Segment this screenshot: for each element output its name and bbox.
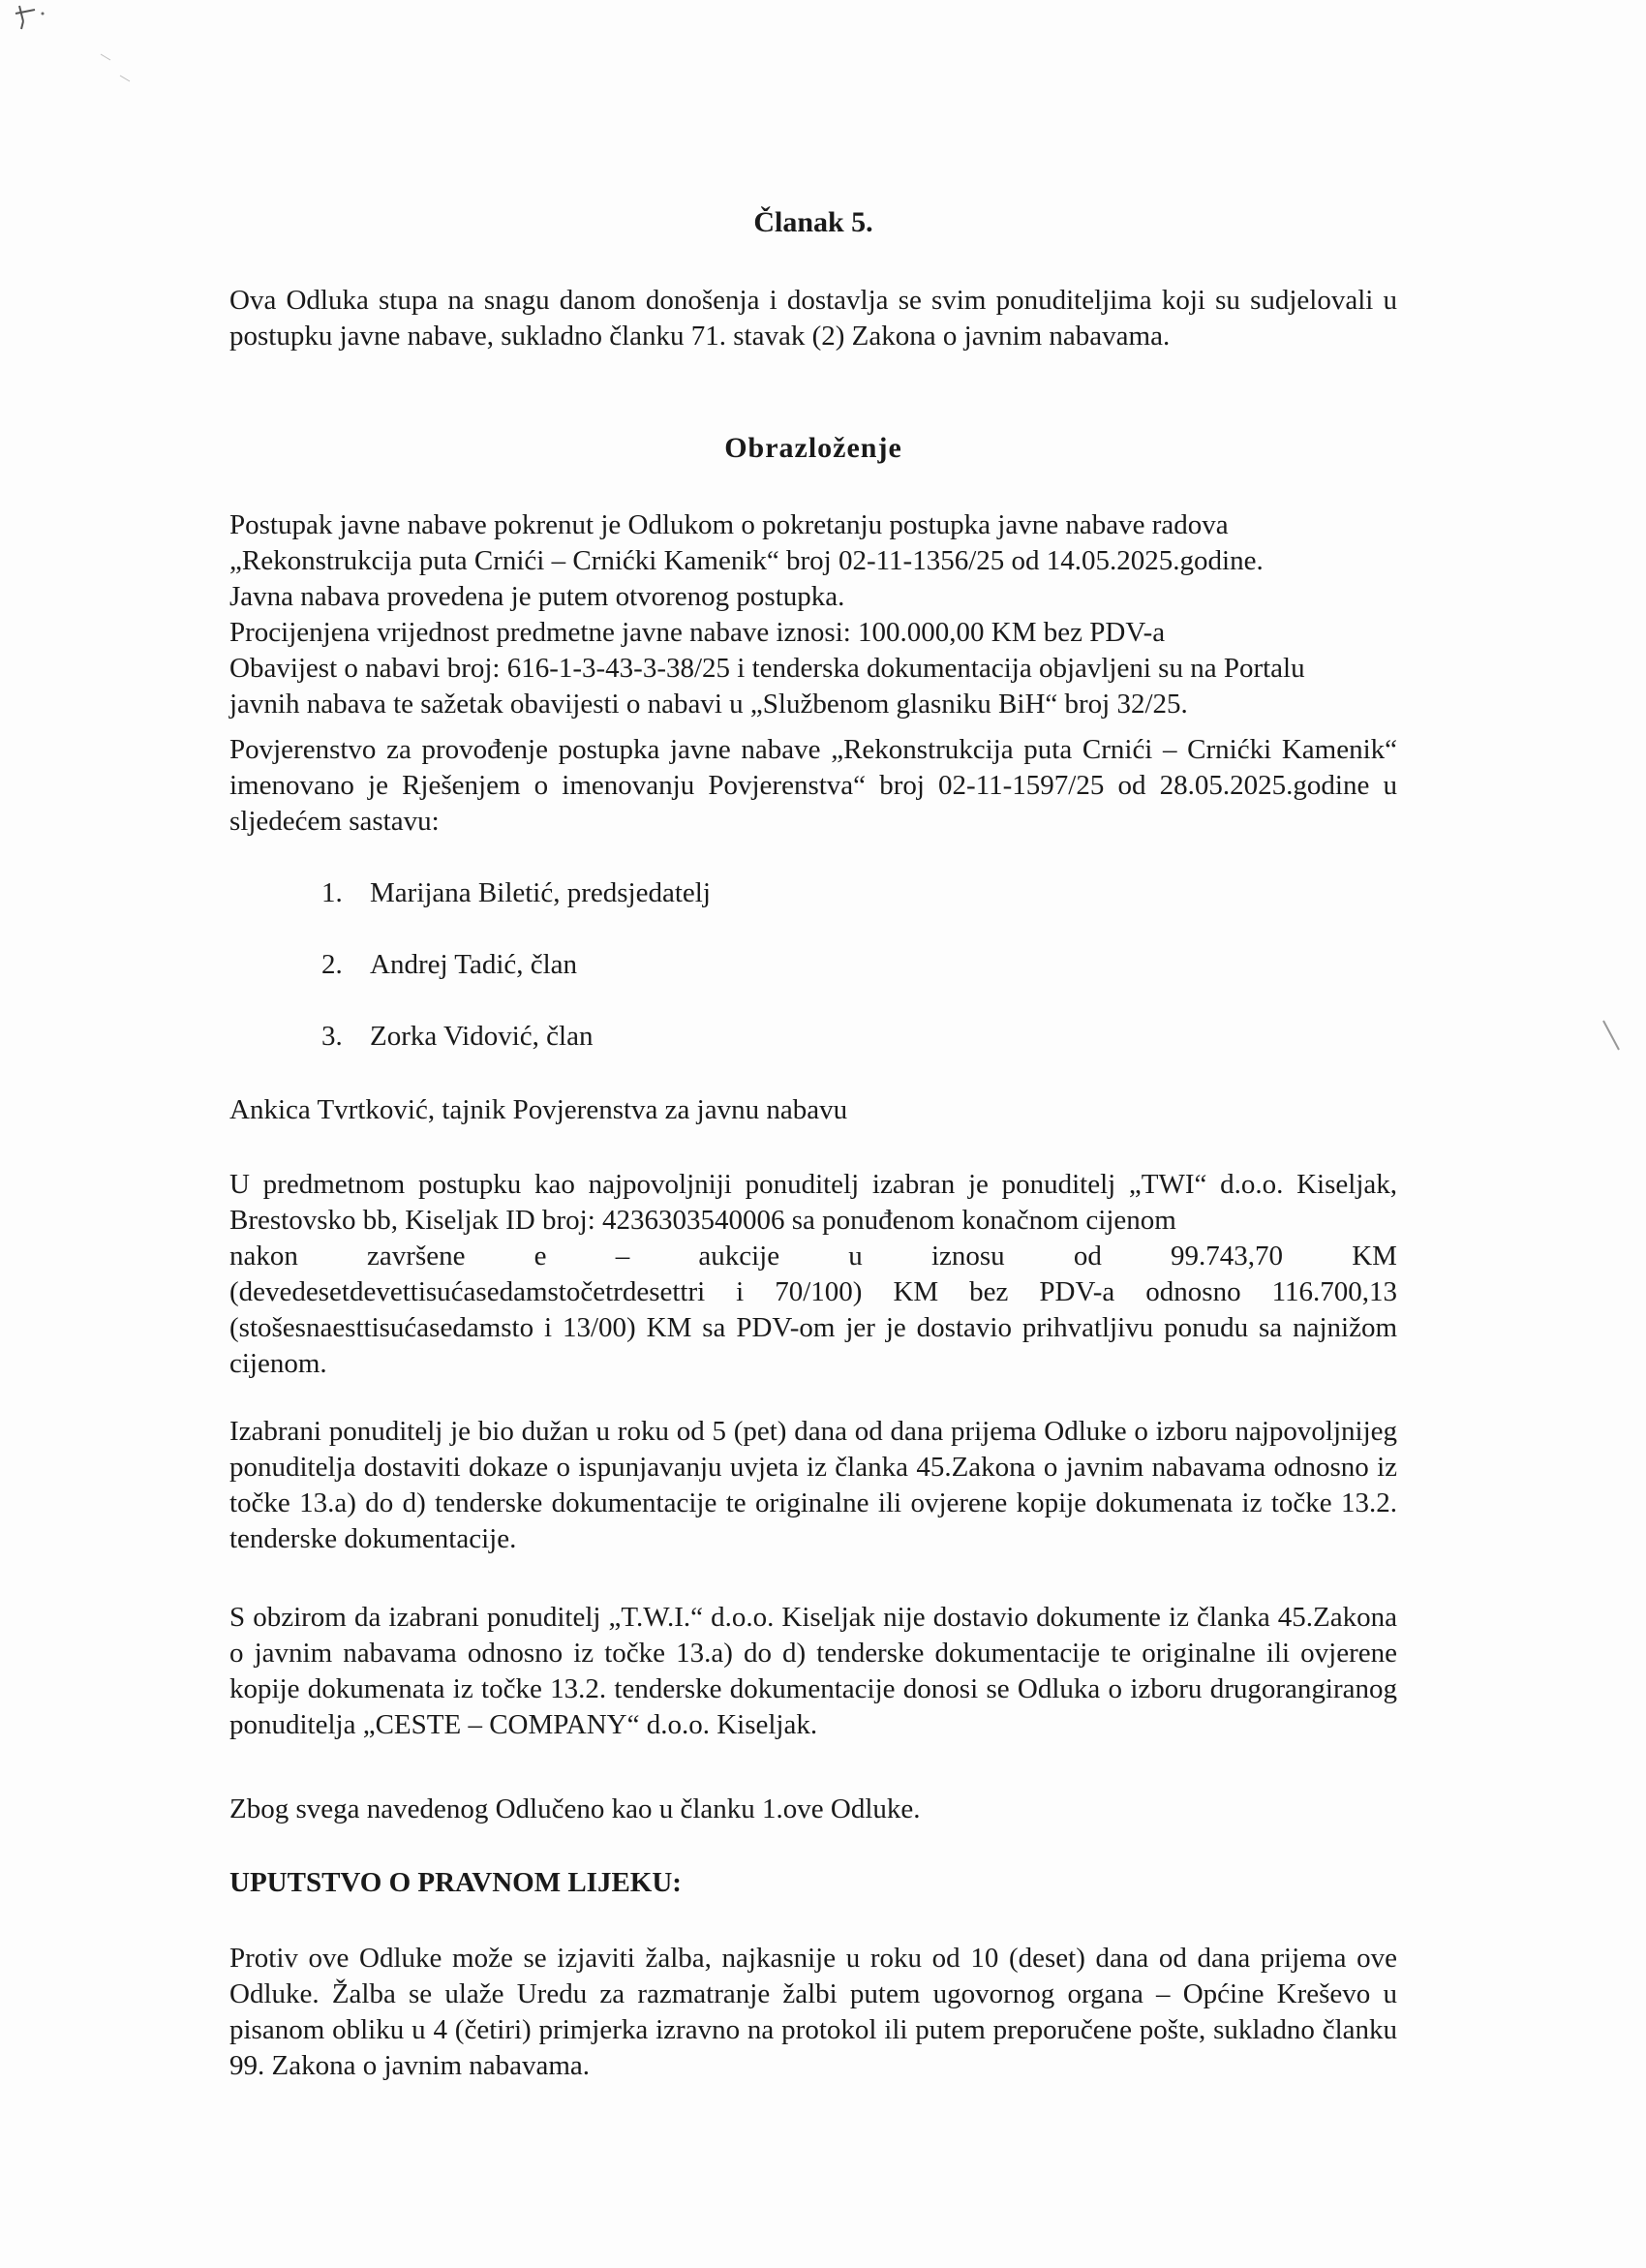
member-text: Zorka Vidović, član [370,1021,594,1052]
auction-word: u [848,1241,863,1272]
auction-word: KM [1352,1241,1397,1272]
member-number: 3. [321,1021,343,1052]
reasoning-line: Obavijest o nabavi broj: 616-1-3-43-3-38/25 i tenderska dokumentacija objavljeni su na Portalu [229,653,1305,684]
auction-word: e [533,1241,547,1272]
reasoning-line: Procijenjena vrijednost predmetne javne nabave iznosi: 100.000,00 KM bez PDV-a [229,617,1166,648]
auction-word: iznosu [930,1241,1005,1272]
auction-word: završene [367,1241,466,1272]
member-number: 2. [321,949,343,980]
reasoning-line: Postupak javne nabave pokrenut je Odlukom o pokretanju postupka javne nabave radova [229,509,1229,540]
auction-word: od [1073,1241,1102,1272]
member-text: Marijana Biletić, predsjedatelj [370,877,711,908]
auction-word: aukcije [698,1241,780,1272]
obligation-paragraph: Izabrani ponuditelj je bio dužan u roku od 5 (pet) dana od dana prijema Odluke o izboru najpovoljnijeg ponuditelja dostaviti dokaze o ispunjavanju uvjeta iz članka 45.Zakona o javnim nabavama odnosno iz točke 13.a) do d) tenderske dokumentacije te originalne ili ovjerene kopije dokumenata iz točke 13.2. tenderske dokumentacije. [229,1416,1397,1554]
scan-artifact-mark [1598,1017,1627,1056]
scan-artifact-corner [14,0,149,116]
secretary-line: Ankica Tvrtković, tajnik Povjerenstva za javnu nabavu [229,1094,848,1125]
member-item [321,877,711,909]
reasoning-line: Javna nabava provedena je putem otvorenog postupka. [229,581,845,612]
auction-word: 99.743,70 [1171,1241,1284,1272]
selected-bidder-text-2: (devedesetdevettisućasedamstočetrdesettri i 70/100) KM bez PDV-a odnosno 116.700,13 (stošesnaesttisućasedamsto i 13/00) KM sa PDV-om jer je dostavio prihvatljivu ponudu sa najnižom cijenom. [229,1276,1397,1379]
commission-paragraph: Povjerenstvo za provođenje postupka javne nabave „Rekonstrukcija puta Crnići – Crnićki Kamenik“ imenovano je Rješenjem o imenovanju Povjerenstva“ broj 02-11-1597/25 od 28.05.2025.godine u sljedećem sastavu: [229,734,1397,837]
article-title: Članak 5. [753,206,873,238]
selected-bidder-paragraph [229,1167,1397,1382]
member-number: 1. [321,877,343,908]
selected-bidder-text-1: U predmetnom postupku kao najpovoljniji ponuditelj izabran je ponuditelj „TWI“ d.o.o. Kiseljak, Brestovsko bb, Kiseljak ID broj: 4236303540006 sa ponuđenom konačnom cijenom [229,1169,1397,1236]
auction-word: – [615,1241,630,1272]
reasoning-title: Obrazloženje [724,432,902,464]
legal-remedy-title: UPUTSTVO O PRAVNOM LIJEKU: [229,1867,682,1898]
reasoning-line: javnih nabava te sažetak obavijesti o nabavi u „Službenom glasniku BiH“ broj 32/25. [229,689,1188,720]
reasoning-intro [229,507,1397,722]
legal-remedy-body: Protiv ove Odluke može se izjaviti žalba, najkasnije u roku od 10 (deset) dana od dana prijema ove Odluke. Žalba se ulaže Uredu za razmatranje žalbi putem ugovornog organa – Općine Kreševo u pisanom obliku u 4 (četiri) primjerka izravno na protokol ili putem preporučene pošte, sukladno članku 99. Zakona o javnim nabavama. [229,1943,1397,2081]
member-item [321,1021,593,1053]
member-text: Andrej Tadić, član [370,949,578,980]
member-item [321,949,577,981]
article-body: Ova Odluka stupa na snagu danom donošenja i dostavlja se svim ponuditeljima koji su sudjelovali u postupku javne nabave, sukladno članku 71. stavak (2) Zakona o javnim nabavama. [229,285,1397,352]
reasoning-line: „Rekonstrukcija puta Crnići – Crnićki Kamenik“ broj 02-11-1356/25 od 14.05.2025.godine. [229,545,1264,576]
conclusion-line: Zbog svega navedenog Odlučeno kao u članku 1.ove Odluke. [229,1793,921,1824]
auction-line [229,1239,1397,1274]
failure-paragraph: S obzirom da izabrani ponuditelj „T.W.I.“ d.o.o. Kiseljak nije dostavio dokumente iz članka 45.Zakona o javnim nabavama odnosno iz točke 13.a) do d) tenderske dokumentacije te originalne ili ovjerene kopije dokumenata iz točke 13.2. tenderske dokumentacije donosi se Odluka o izboru drugorangiranog ponuditelja „CESTE – COMPANY“ d.o.o. Kiseljak. [229,1602,1397,1740]
auction-word: nakon [229,1241,298,1272]
